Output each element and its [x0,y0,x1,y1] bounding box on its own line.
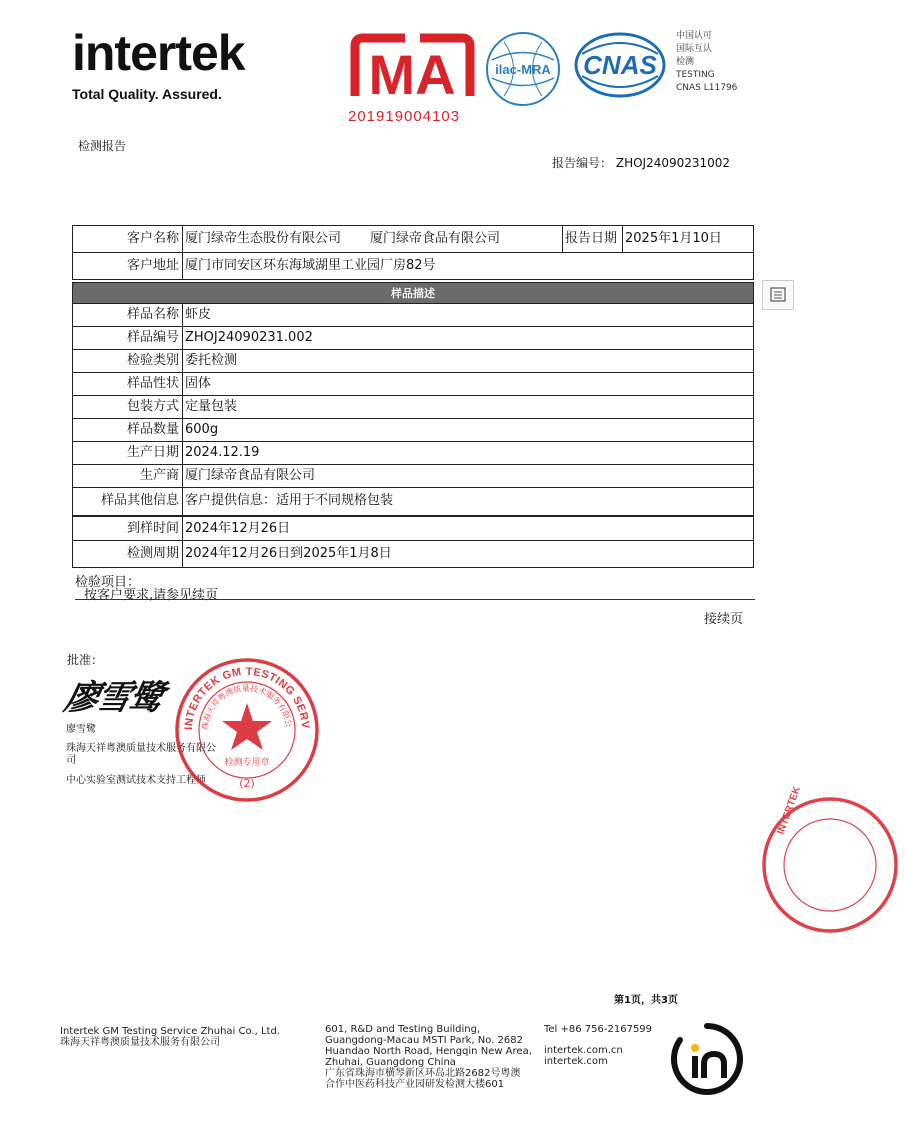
period-row [73,541,753,567]
sample-row-value: 厦门绿帝食品有限公司 [185,468,316,483]
sample-row-value: 定量包装 [185,399,238,414]
footer-company-en: Intertek GM Testing Service Zhuhai Co., Ltd. [60,1026,280,1037]
seal-star-icon [222,703,272,750]
footer-address [325,1024,532,1090]
approver-org-line: 珠海天祥粤澳质量技术服务有限公 [66,743,216,754]
footer-web [544,1045,623,1067]
arrival-row [73,517,753,541]
cma-text: MA [368,43,456,106]
report-number-value: ZHOJ24090231002 [615,156,731,170]
sample-row-label: 样品编号 [73,327,183,349]
intertek-emblem-icon [668,1020,746,1098]
client-name-label: 客户名称 [73,226,183,252]
sample-row-label: 包装方式 [73,396,183,418]
seal-center-text: 检测专用章 [224,758,270,768]
footer-company-cn: 珠海天祥粤澳质量技术服务有限公司 [60,1037,220,1048]
sample-row [73,373,753,396]
document-title: 检测报告 [78,139,127,153]
sample-row [73,465,753,488]
report-date-label: 报告日期 [563,226,623,252]
approval-label: 批准： [67,653,104,667]
sample-row-label: 样品其他信息 [73,488,183,515]
seal-outer-text: INTERTEK GM TESTING SERV [182,665,312,731]
footer-address-line: 合作中医药科技产业园研发检测大楼601 [325,1079,505,1090]
footer-web-cn: intertek.com.cn [544,1045,623,1056]
report-date-value: 2025年1月10日 [625,231,722,246]
sample-row-value: 虾皮 [185,307,212,322]
period-label: 检测周期 [73,541,183,567]
cnas-info [676,30,737,95]
sample-row [73,442,753,465]
cnas-mark [572,30,668,100]
sample-row [73,488,753,515]
period-value: 2024年12月26日到2025年1月8日 [185,546,392,561]
sample-row [73,327,753,350]
client-name-row [73,226,753,253]
footer-address-line: Guangdong-Macau MSTI Park, No. 2682 [325,1035,523,1046]
continued-note: 接续页 [704,612,744,627]
client-address-value: 厦门市同安区环东海域湖里工业园厂房82号 [185,258,436,273]
footer-address-line: Zhuhai, Guangdong China [325,1057,456,1068]
sample-row [73,419,753,442]
sample-row-label: 样品名称 [73,304,183,326]
sample-row [73,396,753,419]
client-address-row [73,253,753,279]
schedule-table [72,516,754,568]
sample-row-label: 生产日期 [73,442,183,464]
intertek-logo: intertek [72,25,245,81]
sample-row-label: 检验类别 [73,350,183,372]
sample-section-title: 样品描述 [73,283,753,304]
test-items-label: 检验项目： [75,575,141,590]
client-name-value [183,226,563,252]
footer-company [60,1026,280,1048]
footer-address-line: Huandao North Road, Hengqin New Area, [325,1046,532,1057]
seal-inner-text: 珠海天祥粤澳质量技术服务有限公 [200,683,294,731]
approver-title: 中心实验室测试技术支持工程师 [66,775,206,786]
signature: 廖雪鹭 [61,678,166,718]
sample-row-value: 客户提供信息：适用于不同规格包装 [185,493,394,508]
footer-tel: Tel +86 756-2167599 [544,1024,653,1035]
client-table [72,225,754,280]
client-address-label: 客户地址 [73,253,183,279]
report-number-label: 报告编号： [552,156,613,170]
arrival-value: 2024年12月26日 [185,521,291,536]
cnas-text: CNAS [583,50,657,80]
sample-table [72,282,754,516]
sample-row-value: 委托检测 [185,353,238,368]
sample-row-label: 生产商 [73,465,183,487]
sample-row-label: 样品性状 [73,373,183,395]
cnas-line: 中国认可 [676,31,713,41]
footer-address-line: 601, R&D and Testing Building, [325,1024,481,1035]
page-info: 第1页，共3页 [614,995,678,1006]
footer-web-com: intertek.com [544,1056,608,1067]
cnas-line: 国际互认 [676,44,713,54]
seal-number: (2) [239,777,255,790]
sample-row-value: 600g [185,422,219,437]
cnas-line: TESTING [676,70,715,80]
ocr-widget-icon[interactable] [762,280,794,310]
sample-row-value: ZHOJ24090231.002 [185,330,313,345]
official-seal [172,655,322,805]
cnas-line: 检测 [676,57,695,67]
client-name-1: 厦门绿帝生态股份有限公司 [185,231,342,246]
divider [75,599,755,600]
cma-number: 201919004103 [348,108,461,125]
ilac-text: ilac-MRA [495,62,551,77]
test-items-text: 按客户要求,请参见续页 [84,588,219,603]
client-name-2: 厦门绿帝食品有限公司 [369,231,500,246]
footer-address-line: 广东省珠海市横琴新区环岛北路2682号粤澳 [325,1068,521,1079]
svg-text:INTERTEK: INTERTEK [775,785,803,837]
approver-name: 廖雪鹭 [66,724,96,735]
cma-mark [345,32,480,106]
approver-org-line: 司 [66,755,76,766]
sample-row [73,304,753,327]
cnas-line: CNAS L11796 [676,83,738,93]
sample-row-label: 样品数量 [73,419,183,441]
sample-row-value: 2024.12.19 [185,445,260,460]
arrival-label: 到样时间 [73,517,183,540]
logo-tagline: Total Quality. Assured. [72,86,222,102]
report-number [552,154,730,171]
sample-row [73,350,753,373]
sample-row-value: 固体 [185,376,212,391]
ilac-mra-mark [484,30,562,108]
seal-partial [755,785,803,935]
